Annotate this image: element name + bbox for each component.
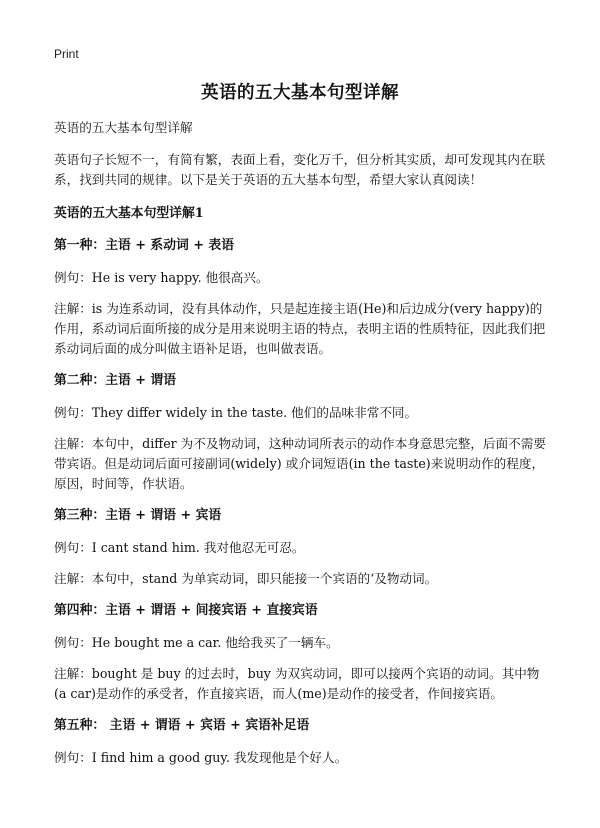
pattern-note-1: 注解：is 为连系动词，没有具体动作，只是起连接主语(He)和后边成分(very happy)的作用，系动词后面所接的成分是用来说明主语的特点，表明主语的性质特征，因此我们把系动词后面的成分叫做主语补足语，也叫做表语。 xyxy=(54,301,546,356)
pattern-example-2: 例句：They differ widely in the taste. 他们的品味非常不同。 xyxy=(54,405,418,420)
pattern-example-3: 例句：I cant stand him. 我对他忍无可忍。 xyxy=(54,540,305,555)
pattern-note-3: 注解：本句中，stand 为单宾动词，即只能接一个宾语的‘及物动词。 xyxy=(54,571,438,586)
pattern-example-5: 例句：I find him a good guy. 我发现他是个好人。 xyxy=(54,750,348,765)
pattern-note-4: 注解：bought 是 buy 的过去时，buy 为双宾动词，即可以接两个宾语的动词。其中物(a car)是动作的承受者，作直接宾语，而人(me)是动作的接受者，作间接宾语。 xyxy=(54,666,540,701)
pattern-heading-3: 第三种：主语 + 谓语 + 宾语 xyxy=(54,508,222,523)
pattern-heading-5: 第五种： 主语 + 谓语 + 宾语 + 宾语补足语 xyxy=(54,718,310,733)
intro-paragraph: 英语句子长短不一，有简有繁，表面上看，变化万千，但分析其实质，却可发现其内在联系，找到共同的规律。以下是关于英语的五大基本句型，希望大家认真阅读！ xyxy=(54,152,546,187)
pattern-example-4: 例句：He bought me a car. 他给我买了一辆车。 xyxy=(54,635,339,650)
pattern-heading-4: 第四种：主语 + 谓语 + 间接宾语 + 直接宾语 xyxy=(54,603,318,618)
pattern-heading-2: 第二种：主语 + 谓语 xyxy=(54,373,177,388)
subtitle: 英语的五大基本句型详解 xyxy=(54,120,193,135)
document-body xyxy=(54,118,550,779)
pattern-heading-1: 第一种：主语 + 系动词 + 表语 xyxy=(54,238,235,253)
print-label: Print xyxy=(54,47,79,61)
pattern-example-1: 例句：He is very happy. 他很高兴。 xyxy=(54,270,269,285)
section-heading: 英语的五大基本句型详解1 xyxy=(54,206,204,221)
page-title: 英语的五大基本句型详解 xyxy=(201,83,399,103)
pattern-note-2: 注解：本句中，differ 为不及物动词，这种动词所表示的动作本身意思完整，后面不需要带宾语。但是动词后面可接副词(widely) 或介词短语(in the taste)来说明动作的程度，原因，时间等，作状语。 xyxy=(54,436,546,491)
